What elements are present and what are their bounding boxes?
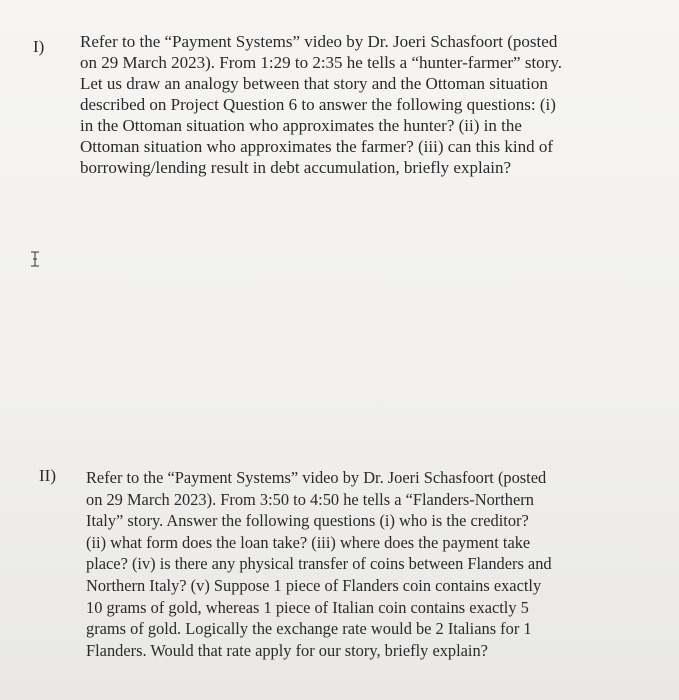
question-2-line: Flanders. Would that rate apply for our story, briefly explain? xyxy=(86,640,488,660)
question-1-line: in the Ottoman situation who approximates the hunter? (ii) in the xyxy=(80,116,522,135)
question-2-line: on 29 March 2023). From 3:50 to 4:50 he tells a “Flanders-Northern xyxy=(86,489,534,509)
question-2-line: Refer to the “Payment Systems” video by Dr. Joeri Schasfoort (posted xyxy=(86,468,547,487)
question-1-text xyxy=(80,31,562,178)
question-2-text xyxy=(86,467,552,661)
question-1-line: Ottoman situation who approximates the farmer? (iii) can this kind of xyxy=(80,137,554,156)
question-1-line: described on Project Question 6 to answer the following questions: (i) xyxy=(80,95,556,114)
question-1-line: Refer to the “Payment Systems” video by Dr. Joeri Schasfoort (posted xyxy=(80,32,558,51)
question-2-line: place? (iv) is there any physical transfer of coins between Flanders and xyxy=(86,554,552,574)
question-2-line: Northern Italy? (v) Suppose 1 piece of Flanders coin contains exactly xyxy=(86,575,542,595)
question-2-line: 10 grams of gold, whereas 1 piece of Italian coin contains exactly 5 xyxy=(86,597,529,617)
question-2-line: Italy” story. Answer the following questions (i) who is the creditor? xyxy=(86,511,529,531)
text-cursor-icon xyxy=(30,251,40,267)
question-2-line: (ii) what form does the loan take? (iii) where does the payment take xyxy=(86,532,531,552)
question-1-line: Let us draw an analogy between that story and the Ottoman situation xyxy=(80,74,548,93)
question-2-label: II) xyxy=(39,466,56,485)
question-1-line: on 29 March 2023). From 1:29 to 2:35 he tells a “hunter-farmer” story. xyxy=(80,53,562,72)
question-2-line: grams of gold. Logically the exchange rate would be 2 Italians for 1 xyxy=(86,619,532,639)
question-1-label: I) xyxy=(33,37,45,56)
question-1-line: borrowing/lending result in debt accumulation, briefly explain? xyxy=(80,158,512,177)
